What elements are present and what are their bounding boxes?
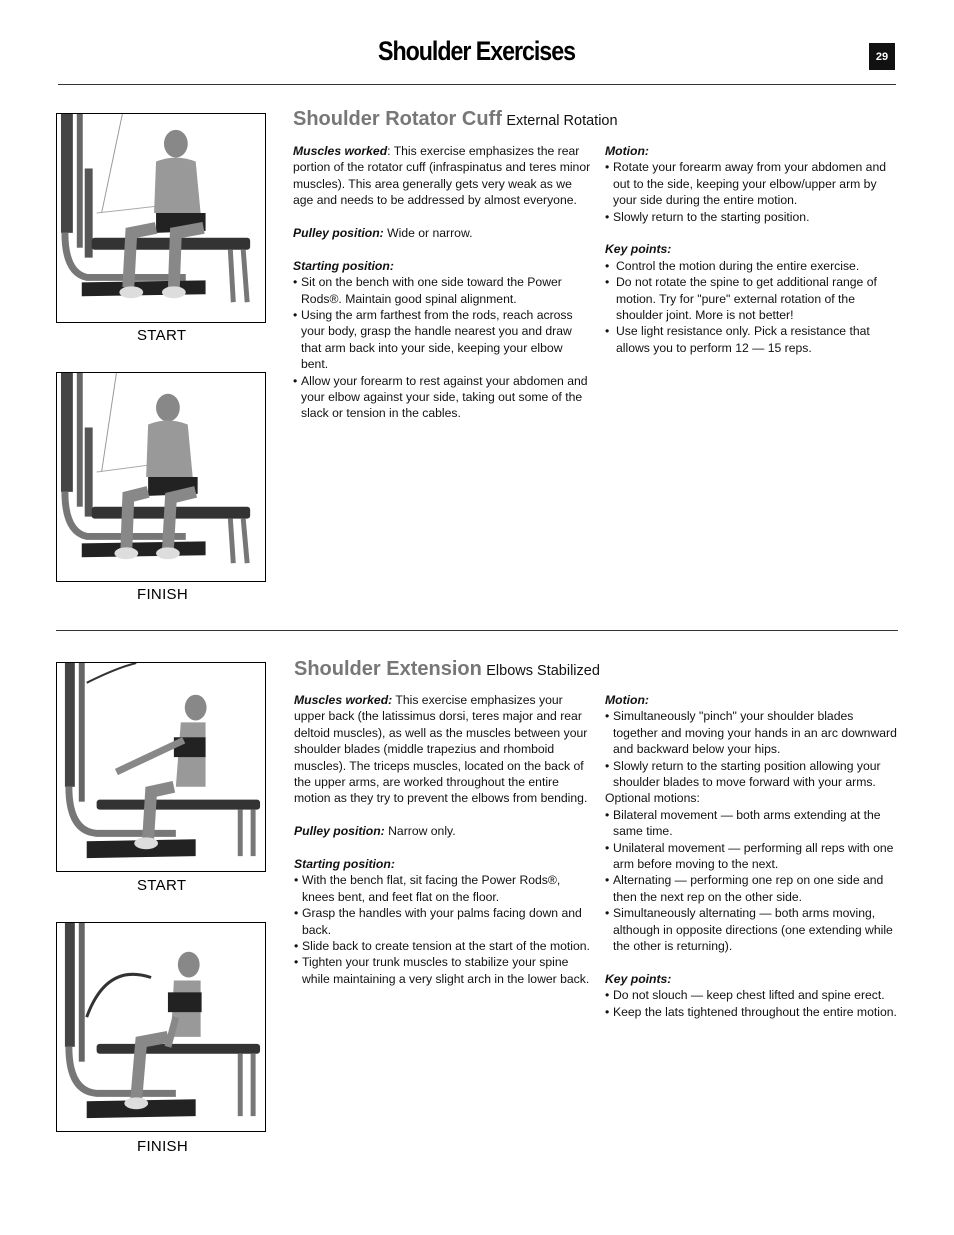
list-item: • Do not rotate the spine to get additional range of motion. Try for "pure" external rotation of the shoulder joint. More is not better! — [605, 274, 897, 323]
section-title: Shoulder Extension — [294, 658, 482, 680]
list-item: • Simultaneously "pinch" your shoulder blades together and moving your hands in an arc downward and backward below your hips. — [605, 708, 899, 757]
list-item: • Control the motion during the entire exercise. — [605, 258, 897, 274]
key-points-label: Key points: — [605, 971, 672, 986]
section-subtitle: External Rotation — [506, 113, 618, 129]
seated-exerciser-illustration — [57, 923, 265, 1131]
shoulder-extension-right-column — [605, 692, 899, 1020]
section-subtitle: Elbows Stabilized — [486, 663, 600, 679]
section-title: Shoulder Rotator Cuff — [293, 108, 502, 130]
pulley-position-text: Wide or narrow. — [383, 226, 473, 241]
list-item: • Rotate your forearm away from your abdomen and out to the side, keeping your elbow/upper arm by your side during the entire motion. — [605, 159, 897, 208]
motion-label: Motion: — [605, 144, 649, 158]
motion-list — [605, 708, 899, 790]
starting-position-label: Starting position: — [294, 857, 395, 872]
shoulder-extension-left-column — [294, 692, 592, 987]
list-item: • Bilateral movement — both arms extending at the same time. — [605, 807, 899, 840]
pulley-position-label: Pulley position: — [293, 226, 384, 241]
key-points-list — [605, 258, 897, 356]
header-rule — [58, 84, 896, 85]
optional-motions-label: Optional motions: — [605, 791, 700, 806]
pulley-position-text: Narrow only. — [384, 824, 456, 839]
shoulder-extension-start-photo — [56, 662, 266, 872]
list-item: • Slide back to create tension at the start of the motion. — [294, 938, 592, 954]
list-item: • Simultaneously alternating — both arms moving, although in opposite directions (one extending while the other is returning). — [605, 905, 899, 954]
list-item: • With the bench flat, sit facing the Power Rods®, knees bent, and feet flat on the floor. — [294, 872, 592, 905]
muscles-worked-label: Muscles worked: — [294, 693, 393, 707]
page-number: 29 — [869, 43, 895, 70]
seated-exerciser-illustration — [57, 373, 265, 581]
rotator-cuff-start-caption: START — [137, 327, 187, 344]
key-points-label: Key points: — [605, 242, 672, 257]
list-item: • Alternating — performing one rep on one side and then the next rep on the other side. — [605, 872, 899, 905]
rotator-cuff-right-column — [605, 143, 897, 356]
list-item: • Keep the lats tightened throughout the entire motion. — [605, 1004, 899, 1020]
rotator-cuff-heading — [293, 108, 618, 131]
motion-list — [605, 159, 897, 225]
section-divider — [56, 630, 898, 631]
shoulder-extension-finish-photo — [56, 922, 266, 1132]
muscles-worked-text: This exercise emphasizes your upper back (the latissimus dorsi, teres major and rear deltoid muscles), as well as the muscles between your shoulder blades (middle trapezius and rhomboid muscles). The triceps muscles, located on the back of the upper arms, are worked throughout the entire motion as they try to prevent the elbows from bending. — [294, 693, 588, 806]
muscles-worked-paragraph — [294, 692, 592, 807]
list-item: • Use light resistance only. Pick a resistance that allows you to perform 12 — 15 reps. — [605, 323, 897, 356]
starting-position-label: Starting position: — [293, 258, 394, 273]
list-item: • Tighten your trunk muscles to stabilize your spine while maintaining a very slight arch in the lower back. — [294, 954, 592, 987]
rotator-cuff-left-column — [293, 143, 591, 422]
list-item: • Slowly return to the starting position. — [605, 209, 897, 225]
starting-position-list — [294, 872, 592, 987]
pulley-position-paragraph — [293, 225, 591, 241]
shoulder-extension-start-caption: START — [137, 877, 187, 894]
list-item: • Slowly return to the starting position allowing your shoulder blades to move forward with your arms. — [605, 758, 899, 791]
shoulder-extension-finish-caption: FINISH — [137, 1138, 188, 1155]
page-title: Shoulder Exercises — [378, 36, 575, 66]
pulley-position-paragraph — [294, 823, 592, 839]
muscles-worked-text: : This exercise emphasizes the rear portion of the rotator cuff (infraspinatus and teres minor muscles). This area generally gets very weak as we age and needs to be addressed by almost everyone. — [293, 144, 591, 208]
list-item: • Sit on the bench with one side toward the Power Rods®. Maintain good spinal alignment. — [293, 274, 591, 307]
list-item: • Using the arm farthest from the rods, reach across your body, grasp the handle nearest you and draw that arm back into your side, keeping your elbow bent. — [293, 307, 591, 373]
list-item: • Unilateral movement — performing all reps with one arm before moving to the next. — [605, 840, 899, 873]
list-item: • Do not slouch — keep chest lifted and spine erect. — [605, 987, 899, 1003]
pulley-position-label: Pulley position: — [294, 824, 385, 839]
shoulder-extension-heading — [294, 658, 600, 681]
muscles-worked-paragraph — [293, 143, 591, 209]
optional-motions-list — [605, 807, 899, 955]
list-item: • Allow your forearm to rest against your abdomen and your elbow against your side, taking out some of the slack or tension in the cables. — [293, 373, 591, 422]
key-points-list — [605, 987, 899, 1020]
muscles-worked-label: Muscles worked — [293, 144, 388, 158]
seated-exerciser-illustration — [57, 663, 265, 871]
motion-label: Motion: — [605, 693, 649, 707]
starting-position-list — [293, 274, 591, 422]
list-item: • Grasp the handles with your palms facing down and back. — [294, 905, 592, 938]
rotator-cuff-finish-caption: FINISH — [137, 586, 188, 603]
seated-exerciser-illustration — [57, 114, 265, 322]
rotator-cuff-finish-photo — [56, 372, 266, 582]
rotator-cuff-start-photo — [56, 113, 266, 323]
